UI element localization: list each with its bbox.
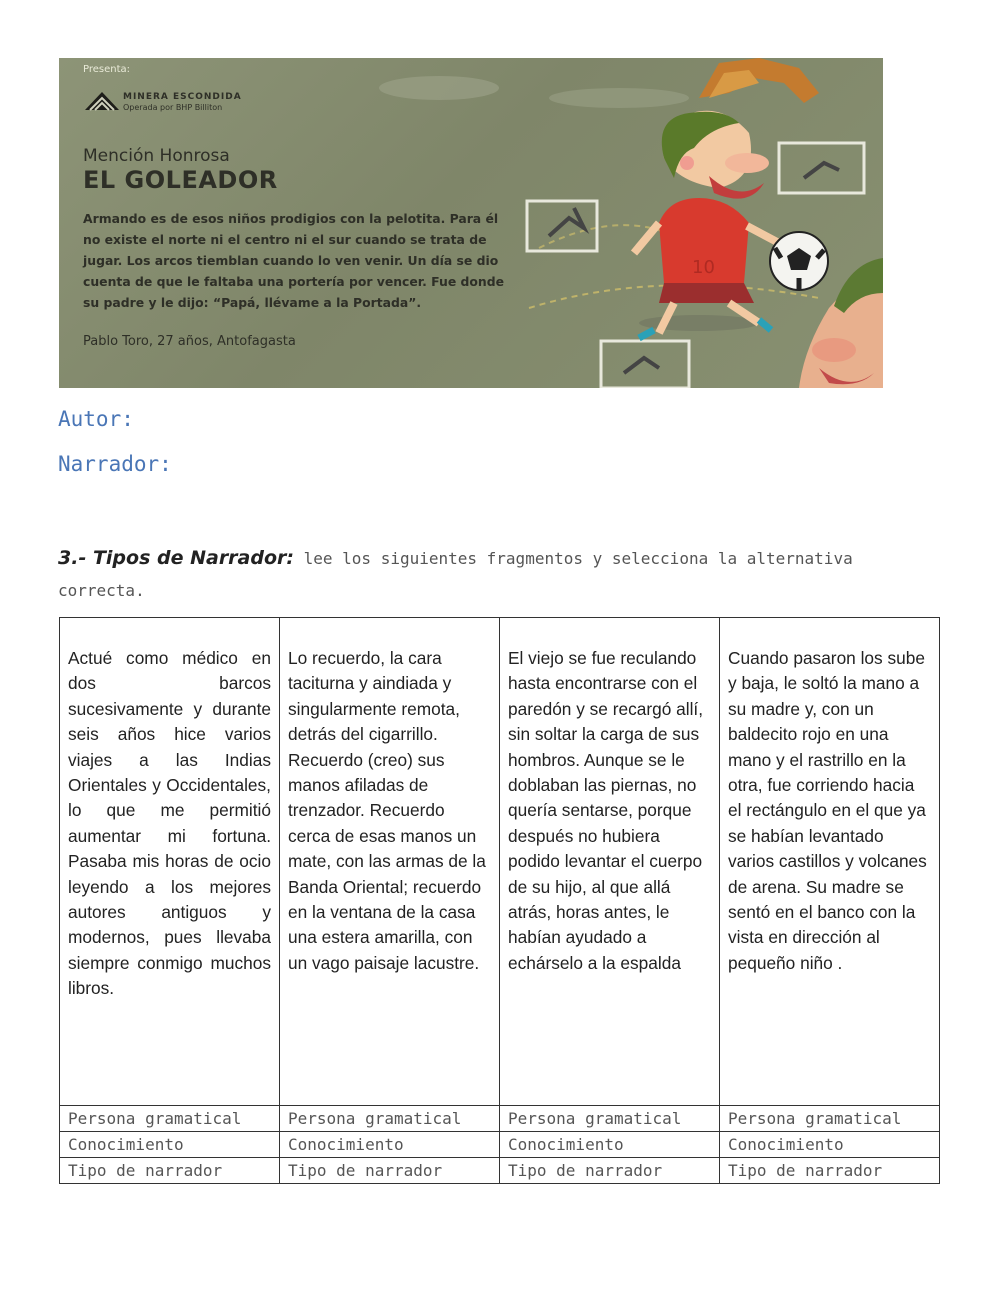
fragment-1: Actué como médico en dos barcos sucesivamente y durante seis años hice varios viajes a las Indias Orientales y Occidentales, lo que me permitió aumentar mi fortuna. Pasaba mis horas de ocio leyendo a los mejores autores antiguos y modernos, pues llevaba siempre conmigo muchos libros. xyxy=(60,618,280,1106)
fragments-table xyxy=(59,617,940,1184)
presenta-label: Presenta: xyxy=(83,64,131,75)
fragment-3: El viejo se fue reculando hasta encontrarse con el paredón y se recargó allí, sin soltar la carga de sus hombros. Aunque se le doblaban las piernas, no quería sentarse, porque después no hubiera podido levantar el cuerpo de su hijo, al que allá atrás, horas antes, le habían ayudado a echárselo a la espalda xyxy=(500,618,720,1106)
fragments-row xyxy=(60,618,940,1106)
banner-text xyxy=(83,64,513,349)
conocimiento-select-4[interactable]: Conocimiento xyxy=(720,1132,940,1158)
tipo-select-4[interactable]: Tipo de narrador xyxy=(720,1158,940,1184)
mountain-logo-icon xyxy=(85,90,119,112)
persona-select-1[interactable]: Persona gramatical xyxy=(60,1106,280,1132)
story-text: Armando es de esos niños prodigios con la pelotita. Para él no existe el norte ni el centro ni el sur cuando se trata de jugar. Los arcos tiemblan cuando lo ven venir. Un día se dio cuenta de que le faltaba una portería por vencer. Fue donde su padre y le dijo: “Papá, llévame a la Portada”. xyxy=(83,211,505,310)
mention-label: Mención Honrosa xyxy=(83,146,230,166)
tipo-row xyxy=(60,1158,940,1184)
tipo-select-1[interactable]: Tipo de narrador xyxy=(60,1158,280,1184)
sponsor-name: MINERA ESCONDIDA xyxy=(123,92,242,102)
conocimiento-row xyxy=(60,1132,940,1158)
fragment-4: Cuando pasaron los sube y baja, le soltó la mano a su madre y, con un baldecito rojo en una mano y el rastrillo en la otra, fue corriendo hacia el rectángulo en el que ya se habían levantado varios castillos y volcanes de arena. Su madre se sentó en el banco con la vista en dirección al pequeño niño . xyxy=(720,618,940,1106)
persona-select-2[interactable]: Persona gramatical xyxy=(280,1106,500,1132)
section-heading xyxy=(58,542,938,607)
persona-select-4[interactable]: Persona gramatical xyxy=(720,1106,940,1132)
sponsor-logo xyxy=(83,86,313,114)
sponsor-subtitle: Operada por BHP Billiton xyxy=(123,103,223,112)
persona-select-3[interactable]: Persona gramatical xyxy=(500,1106,720,1132)
fragment-2: Lo recuerdo, la cara taciturna y aindiada y singularmente remota, detrás del cigarrillo. Recuerdo (creo) sus manos afiladas de trenzador. Recuerdo cerca de esas manos un mate, con las armas de la Banda Oriental; recuerdo en la ventana de la casa una estera amarilla, con un vago paisaje lacustre. xyxy=(280,618,500,1106)
story-byline: Pablo Toro, 27 años, Antofagasta xyxy=(83,334,296,349)
conocimiento-select-2[interactable]: Conocimiento xyxy=(280,1132,500,1158)
tipo-select-2[interactable]: Tipo de narrador xyxy=(280,1158,500,1184)
story-banner xyxy=(59,58,883,388)
story-title: EL GOLEADOR xyxy=(83,166,278,194)
shirt-number: 10 xyxy=(692,257,715,278)
conocimiento-select-1[interactable]: Conocimiento xyxy=(60,1132,280,1158)
section-title: 3.- Tipos de Narrador: xyxy=(58,547,294,569)
autor-label: Autor: xyxy=(58,407,134,431)
section-instruction: lee los siguientes fragmentos y selecciona la alternativa correcta. xyxy=(58,549,853,600)
persona-row xyxy=(60,1106,940,1132)
narrador-label: Narrador: xyxy=(58,452,172,476)
conocimiento-select-3[interactable]: Conocimiento xyxy=(500,1132,720,1158)
tipo-select-3[interactable]: Tipo de narrador xyxy=(500,1158,720,1184)
